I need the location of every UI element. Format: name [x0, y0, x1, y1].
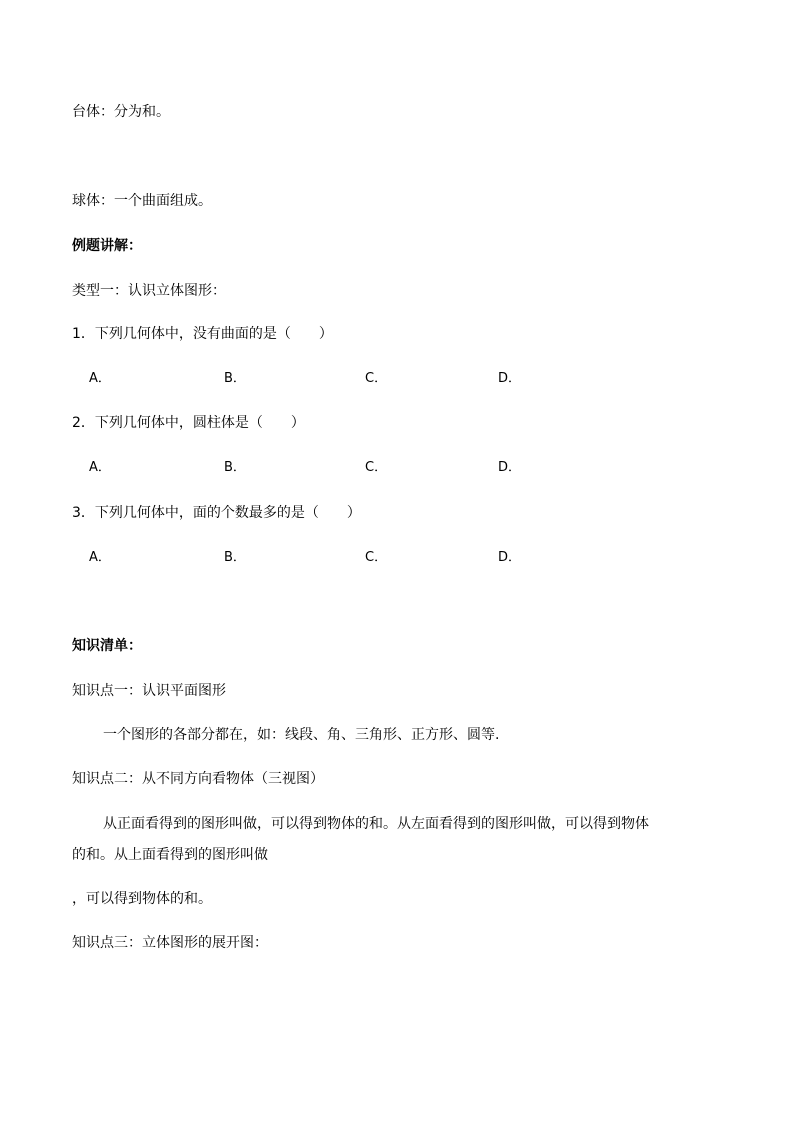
question-1: 1．下列几何体中，没有曲面的是（ ）: [72, 326, 333, 342]
knowledge-heading: 知识清单：: [72, 638, 142, 654]
question-3-option-a: A．: [89, 550, 111, 565]
taiti-definition: 台体：分为和。: [72, 104, 170, 120]
question-2: 2．下列几何体中，圆柱体是（ ）: [72, 415, 305, 431]
knowledge-point-1-body: 一个图形的各部分都在，如：线段、角、三角形、正方形、圆等.: [103, 727, 500, 743]
question-3: 3．下列几何体中，面的个数最多的是（ ）: [72, 505, 361, 521]
question-2-option-a: A．: [89, 460, 111, 475]
question-3-option-d: D．: [498, 550, 522, 565]
knowledge-point-2-title: 知识点二：从不同方向看物体（三视图）: [72, 771, 324, 787]
knowledge-point-2-body-line3: ，可以得到物体的和。: [72, 891, 212, 907]
question-2-option-b: B．: [224, 460, 246, 475]
qiuti-definition: 球体：一个曲面组成。: [72, 193, 212, 209]
knowledge-point-2-body-line1: 从正面看得到的图形叫做，可以得到物体的和。从左面看得到的图形叫做，可以得到物体: [103, 816, 649, 832]
question-1-option-c: C．: [365, 371, 388, 386]
type-one-title: 类型一：认识立体图形：: [72, 283, 226, 299]
question-2-option-d: D．: [498, 460, 522, 475]
knowledge-point-2-body-line2: 的和。从上面看得到的图形叫做: [72, 847, 268, 863]
knowledge-point-1-title: 知识点一：认识平面图形: [72, 683, 226, 699]
question-1-option-a: A．: [89, 371, 111, 386]
question-3-option-b: B．: [224, 550, 246, 565]
question-1-option-b: B．: [224, 371, 246, 386]
question-2-option-c: C．: [365, 460, 388, 475]
question-1-option-d: D．: [498, 371, 522, 386]
knowledge-point-3-title: 知识点三：立体图形的展开图：: [72, 935, 268, 951]
question-3-option-c: C．: [365, 550, 388, 565]
examples-heading: 例题讲解：: [72, 238, 142, 254]
